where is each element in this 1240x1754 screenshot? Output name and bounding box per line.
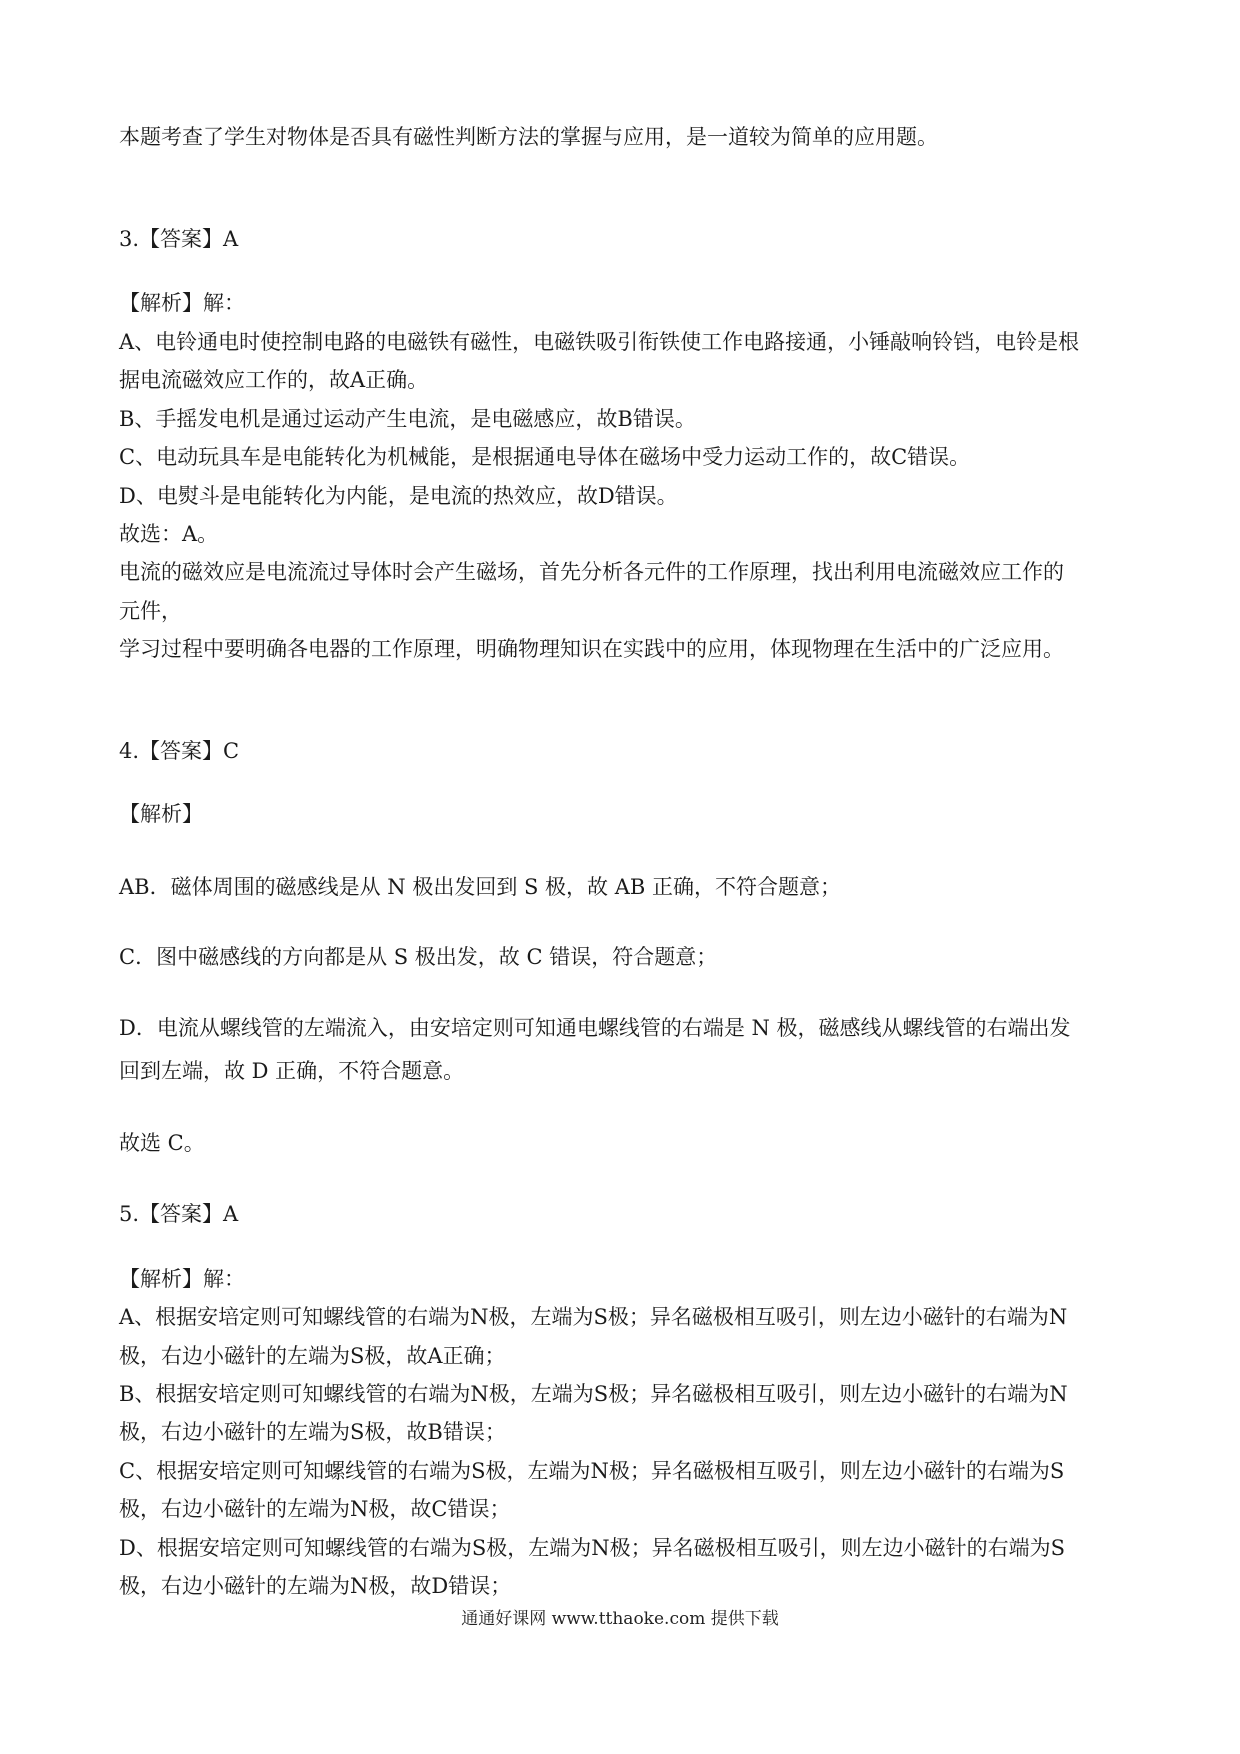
q5-line: 极，右边小磁针的左端为N极，故C错误；: [119, 1497, 511, 1521]
q5-line: 极，右边小磁针的左端为S极，故A正确；: [119, 1344, 506, 1368]
q3-answer: 3.【答案】A: [119, 227, 239, 251]
q3-line: 电流的磁效应是电流流过导体时会产生磁场，首先分析各元件的工作原理，找出利用电流磁效应工作的: [119, 560, 1064, 584]
q3-line: 故选：A。: [119, 522, 219, 546]
q3-line: D、电熨斗是电能转化为内能，是电流的热效应，故D错误。: [119, 484, 678, 508]
q3-line: C、电动玩具车是电能转化为机械能，是根据通电导体在磁场中受力运动工作的，故C错误。: [119, 445, 971, 469]
q3-line: A、电铃通电时使控制电路的电磁铁有磁性，电磁铁吸引衔铁使工作电路接通，小锤敲响铃铛，电铃是根: [119, 330, 1080, 354]
q3-line: 据电流磁效应工作的，故A正确。: [119, 368, 429, 392]
q5-line: A、根据安培定则可知螺线管的右端为N极，左端为S极；异名磁极相互吸引，则左边小磁针的右端为N: [119, 1305, 1068, 1329]
q3-line: 元件，: [119, 599, 182, 623]
q3-line: 学习过程中要明确各电器的工作原理，明确物理知识在实践中的应用，体现物理在生活中的广泛应用。: [119, 637, 1064, 661]
q3-analysis-heading: 【解析】解：: [119, 291, 245, 315]
page-footer: 通通好课网 www.tthaoke.com 提供下载: [461, 1609, 779, 1629]
q4-line: AB．磁体周围的磁感线是从 N 极出发回到 S 极，故 AB 正确，不符合题意；: [119, 875, 842, 899]
q4-answer: 4.【答案】C: [119, 739, 240, 763]
q4-line: D．电流从螺线管的左端流入，由安培定则可知通电螺线管的右端是 N 极，磁感线从螺线管的右端出发: [119, 1016, 1071, 1040]
q4-line: 故选 C。: [119, 1131, 205, 1155]
q5-analysis-heading: 【解析】解：: [119, 1267, 245, 1291]
q5-line: C、根据安培定则可知螺线管的右端为S极，左端为N极；异名磁极相互吸引，则左边小磁针的右端为S: [119, 1459, 1065, 1483]
q5-answer: 5.【答案】A: [119, 1202, 239, 1226]
q5-line: B、根据安培定则可知螺线管的右端为N极，左端为S极；异名磁极相互吸引，则左边小磁针的右端为N: [119, 1382, 1068, 1406]
q4-line: 回到左端，故 D 正确，不符合题意。: [119, 1059, 465, 1083]
q3-line: B、手摇发电机是通过运动产生电流，是电磁感应，故B错误。: [119, 407, 696, 431]
q5-line: 极，右边小磁针的左端为N极，故D错误；: [119, 1574, 512, 1598]
q4-analysis-heading: 【解析】: [119, 802, 203, 826]
q4-line: C．图中磁感线的方向都是从 S 极出发，故 C 错误，符合题意；: [119, 945, 718, 969]
q5-line: 极，右边小磁针的左端为S极，故B错误；: [119, 1420, 506, 1444]
q5-line: D、根据安培定则可知螺线管的右端为S极，左端为N极；异名磁极相互吸引，则左边小磁针的右端为S: [119, 1536, 1065, 1560]
intro-paragraph: 本题考查了学生对物体是否具有磁性判断方法的掌握与应用，是一道较为简单的应用题。: [119, 125, 938, 149]
